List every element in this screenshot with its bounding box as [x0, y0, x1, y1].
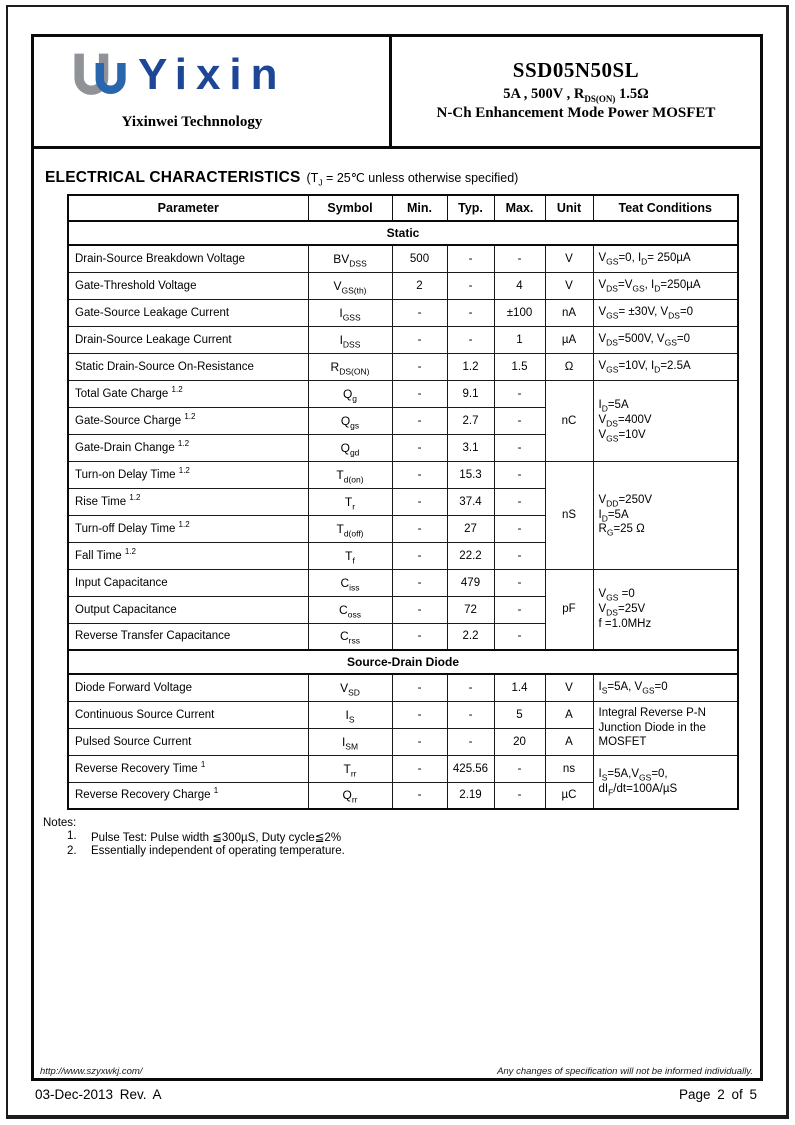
cell-min: -: [392, 434, 447, 461]
brand-wordmark: Yixin: [138, 50, 287, 99]
cell-symbol: $T_{d(off)}$: [308, 515, 392, 542]
cell-symbol: $V_{SD}$: [308, 674, 392, 701]
part-description: N-Ch Enhancement Mode Power MOSFET: [436, 104, 716, 121]
note-text: Pulse Test: Pulse width ≦300µS, Duty cycle≦2%: [91, 832, 342, 844]
footer-disclaimer: Any changes of specification will not be informed individually.: [497, 1066, 753, 1077]
cell-typ: 9.1: [447, 380, 494, 407]
cell-unit: nC: [545, 380, 593, 461]
cell-symbol: $Q_g$: [308, 380, 392, 407]
cell-parameter: Turn-off Delay Time $^{1.2}$: [68, 515, 308, 542]
cell-typ: -: [447, 674, 494, 701]
cell-conditions: $V_{DS}=V_{GS}$, $I_D=250\mu A$: [593, 272, 738, 299]
cell-parameter: Total Gate Charge $^{1.2}$: [68, 380, 308, 407]
cell-unit: A: [545, 701, 593, 728]
cell-symbol: $T_f$: [308, 542, 392, 569]
footer-revision: 03-Dec-2013 Rev. A: [35, 1087, 162, 1102]
datasheet-frame: [31, 34, 763, 1081]
cell-conditions: Integral Reverse P-N Junction Diode in the MOSFET: [593, 701, 738, 755]
cell-parameter: Reverse Transfer Capacitance: [68, 623, 308, 650]
cell-typ: 22.2: [447, 542, 494, 569]
cell-max: -: [494, 434, 545, 461]
cell-typ: 1.2: [447, 353, 494, 380]
cell-typ: 425.56: [447, 755, 494, 782]
cell-parameter: Continuous Source Current: [68, 701, 308, 728]
cell-min: 2: [392, 272, 447, 299]
cell-min: -: [392, 755, 447, 782]
cell-symbol: $V_{GS(th)}$: [308, 272, 392, 299]
notes-block: [43, 817, 760, 857]
cell-typ: 2.7: [447, 407, 494, 434]
cell-max: -: [494, 569, 545, 596]
cell-min: -: [392, 353, 447, 380]
cell-unit: pF: [545, 569, 593, 650]
cell-unit: ns: [545, 755, 593, 782]
cell-parameter: Static Drain-Source On-Resistance: [68, 353, 308, 380]
cell-min: -: [392, 299, 447, 326]
cell-min: -: [392, 488, 447, 515]
cell-conditions: $V_{GS} =0$ $V_{DS}=25V$ f =1.0MHz: [593, 569, 738, 650]
cell-unit: nA: [545, 299, 593, 326]
table-row: [68, 701, 738, 728]
cell-parameter: Reverse Recovery Time $^1$: [68, 755, 308, 782]
table-row: [68, 755, 738, 782]
cell-conditions: $I_S=5A,V_{GS}=0$, $dI_F/dt=100A/\mu S$: [593, 755, 738, 809]
table-row: [68, 674, 738, 701]
cell-unit: µC: [545, 782, 593, 809]
cell-symbol: $Q_{gd}$: [308, 434, 392, 461]
cell-conditions: $V_{DS}=500V$, $V_{GS}=0$: [593, 326, 738, 353]
cell-parameter: Output Capacitance: [68, 596, 308, 623]
column-header: Typ.: [447, 195, 494, 221]
cell-min: -: [392, 596, 447, 623]
cell-min: -: [392, 461, 447, 488]
yixin-logo-icon: [66, 49, 128, 107]
part-info-cell: [392, 37, 760, 146]
table-row: [68, 272, 738, 299]
column-header: Unit: [545, 195, 593, 221]
cell-parameter: Turn-on Delay Time $^{1.2}$: [68, 461, 308, 488]
note-text: Essentially independent of operating temperature.: [91, 845, 345, 857]
cell-parameter: Reverse Recovery Charge $^1$: [68, 782, 308, 809]
column-header: Max.: [494, 195, 545, 221]
notes-title: Notes:: [43, 817, 77, 829]
column-header: Min.: [392, 195, 447, 221]
cell-typ: 2.2: [447, 623, 494, 650]
table-row: [68, 245, 738, 272]
cell-parameter: Pulsed Source Current: [68, 728, 308, 755]
cell-unit: V: [545, 245, 593, 272]
cell-unit: V: [545, 674, 593, 701]
cell-typ: 2.19: [447, 782, 494, 809]
cell-symbol: $I_{GSS}$: [308, 299, 392, 326]
cell-symbol: $I_S$: [308, 701, 392, 728]
table-section-title: Source-Drain Diode: [68, 650, 738, 674]
cell-unit: V: [545, 272, 593, 299]
cell-typ: -: [447, 326, 494, 353]
cell-min: -: [392, 674, 447, 701]
column-header: Symbol: [308, 195, 392, 221]
cell-symbol: $T_{rr}$: [308, 755, 392, 782]
cell-min: -: [392, 515, 447, 542]
cell-symbol: $T_{d(on)}$: [308, 461, 392, 488]
cell-min: 500: [392, 245, 447, 272]
cell-typ: -: [447, 299, 494, 326]
cell-typ: 37.4: [447, 488, 494, 515]
cell-unit: µA: [545, 326, 593, 353]
column-header: Parameter: [68, 195, 308, 221]
cell-conditions: $V_{DD}=250V$ $I_D=5A$ $R_G=25$ Ω: [593, 461, 738, 569]
cell-max: ±100: [494, 299, 545, 326]
cell-typ: 479: [447, 569, 494, 596]
cell-typ: 27: [447, 515, 494, 542]
cell-symbol: $C_{rss}$: [308, 623, 392, 650]
cell-max: -: [494, 461, 545, 488]
table-row: [68, 326, 738, 353]
cell-symbol: $R_{DS(ON)}$: [308, 353, 392, 380]
section-condition: ($T_J$ = 25℃ unless otherwise specified): [306, 171, 519, 188]
section-title: ELECTRICAL CHARACTERISTICS: [45, 169, 301, 186]
cell-max: -: [494, 596, 545, 623]
cell-max: -: [494, 515, 545, 542]
cell-unit: nS: [545, 461, 593, 569]
table-head: [68, 195, 738, 221]
cell-parameter: Gate-Threshold Voltage: [68, 272, 308, 299]
cell-min: -: [392, 380, 447, 407]
footer-page-number: Page 2 of 5: [678, 1087, 757, 1102]
cell-max: -: [494, 488, 545, 515]
brand-cell: [34, 37, 392, 146]
cell-typ: 3.1: [447, 434, 494, 461]
cell-parameter: Gate-Source Leakage Current: [68, 299, 308, 326]
logo-block: [66, 49, 389, 107]
company-name: Yixinwei Technnology: [121, 114, 263, 130]
column-header: Teat Conditions: [593, 195, 738, 221]
cell-min: -: [392, 782, 447, 809]
table-row: [68, 299, 738, 326]
cell-parameter: Gate-Drain Change $^{1.2}$: [68, 434, 308, 461]
note-number: 2.: [67, 845, 77, 857]
cell-parameter: Input Capacitance: [68, 569, 308, 596]
part-number: SSD05N50SL: [512, 57, 640, 82]
table-row: [68, 353, 738, 380]
cell-unit: Ω: [545, 353, 593, 380]
table-section-row: [68, 650, 738, 674]
table-row: [68, 461, 738, 488]
cell-parameter: Fall Time $^{1.2}$: [68, 542, 308, 569]
cell-max: -: [494, 407, 545, 434]
cell-parameter: Diode Forward Voltage: [68, 674, 308, 701]
cell-symbol: $Q_{gs}$: [308, 407, 392, 434]
cell-typ: 15.3: [447, 461, 494, 488]
cell-typ: -: [447, 728, 494, 755]
cell-max: 1: [494, 326, 545, 353]
cell-unit: A: [545, 728, 593, 755]
section-heading: [45, 169, 760, 187]
cell-symbol: $Q_{rr}$: [308, 782, 392, 809]
cell-symbol: $C_{oss}$: [308, 596, 392, 623]
cell-max: -: [494, 245, 545, 272]
cell-max: 1.5: [494, 353, 545, 380]
table-section-title: Static: [68, 221, 738, 245]
footer-url: http://www.szyxwkj.com/: [40, 1066, 143, 1077]
cell-typ: -: [447, 272, 494, 299]
cell-typ: -: [447, 701, 494, 728]
cell-conditions: $I_D=5A$ $V_{DS}=400V$ $V_{GS}=10V$: [593, 380, 738, 461]
part-rating: 5A , 500V , $R_{DS(ON)}$ 1.5Ω: [503, 85, 649, 104]
cell-min: -: [392, 701, 447, 728]
cell-parameter: Gate-Source Charge $^{1.2}$: [68, 407, 308, 434]
cell-max: 20: [494, 728, 545, 755]
cell-conditions: $V_{GS}=10V$, $I_D=2.5A$: [593, 353, 738, 380]
cell-symbol: $BV_{DSS}$: [308, 245, 392, 272]
cell-symbol: $I_{DSS}$: [308, 326, 392, 353]
cell-min: -: [392, 407, 447, 434]
cell-parameter: Drain-Source Leakage Current: [68, 326, 308, 353]
cell-min: -: [392, 326, 447, 353]
cell-symbol: $C_{iss}$: [308, 569, 392, 596]
cell-typ: -: [447, 245, 494, 272]
cell-max: -: [494, 755, 545, 782]
cell-max: 5: [494, 701, 545, 728]
page-footer: [35, 1087, 757, 1102]
cell-conditions: $V_{GS}= \pm 30V$, $V_{DS}=0$: [593, 299, 738, 326]
cell-min: -: [392, 542, 447, 569]
table-row: [68, 569, 738, 596]
cell-max: -: [494, 782, 545, 809]
cell-max: -: [494, 623, 545, 650]
note-number: 1.: [67, 830, 77, 842]
table-row: [68, 380, 738, 407]
frame-footer: [40, 1066, 753, 1077]
cell-conditions: $V_{GS}=0$, $I_D= 250\mu A$: [593, 245, 738, 272]
table-body: [68, 221, 738, 809]
cell-max: -: [494, 542, 545, 569]
electrical-characteristics-table: [67, 194, 739, 810]
cell-symbol: $T_r$: [308, 488, 392, 515]
cell-max: -: [494, 380, 545, 407]
cell-max: 4: [494, 272, 545, 299]
cell-min: -: [392, 623, 447, 650]
cell-typ: 72: [447, 596, 494, 623]
cell-min: -: [392, 728, 447, 755]
cell-parameter: Drain-Source Breakdown Voltage: [68, 245, 308, 272]
note-item: [67, 845, 760, 857]
table-section-row: [68, 221, 738, 245]
note-item: [67, 830, 760, 844]
table-header-row: [68, 195, 738, 221]
cell-symbol: $I_{SM}$: [308, 728, 392, 755]
cell-parameter: Rise Time $^{1.2}$: [68, 488, 308, 515]
cell-min: -: [392, 569, 447, 596]
cell-conditions: $I_S=5A$, $V_{GS}=0$: [593, 674, 738, 701]
datasheet-header: [34, 37, 760, 149]
cell-max: 1.4: [494, 674, 545, 701]
notes-list: [43, 830, 760, 857]
